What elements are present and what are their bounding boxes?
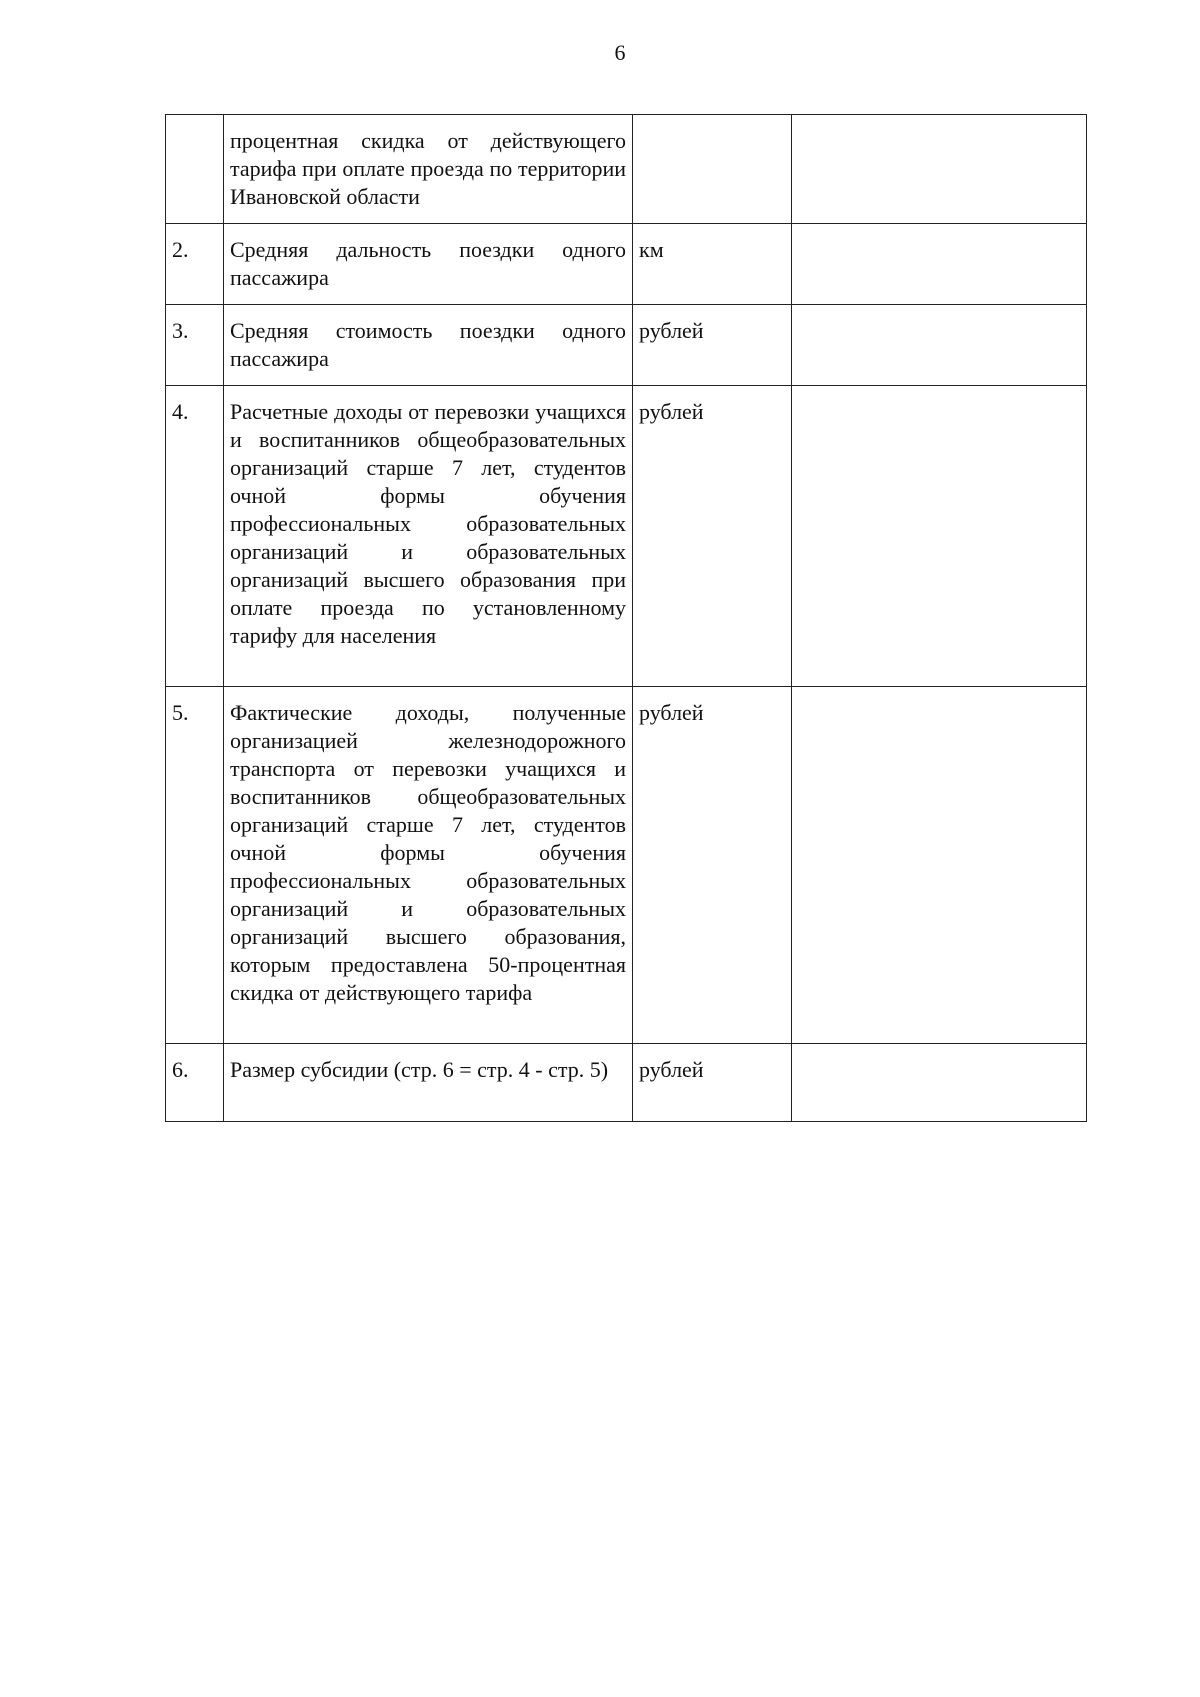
indicator-value bbox=[792, 305, 1087, 386]
indicator-name: Средняя стоимость поездки одного пассажира bbox=[224, 305, 633, 386]
unit-of-measure: рублей bbox=[633, 687, 792, 1044]
unit-of-measure bbox=[633, 115, 792, 224]
unit-of-measure: рублей bbox=[633, 386, 792, 687]
indicator-value bbox=[792, 115, 1087, 224]
row-number: 4. bbox=[166, 386, 224, 687]
indicator-value bbox=[792, 386, 1087, 687]
table-row bbox=[166, 115, 1087, 224]
table-row bbox=[166, 386, 1087, 687]
row-number: 3. bbox=[166, 305, 224, 386]
subsidy-calculation-table bbox=[165, 114, 1087, 1122]
indicator-name: Средняя дальность поездки одного пассажира bbox=[224, 224, 633, 305]
row-number bbox=[166, 115, 224, 224]
indicator-name: процентная скидка от действующего тарифа при оплате проезда по территории Ивановской области bbox=[224, 115, 633, 224]
table-row bbox=[166, 687, 1087, 1044]
indicator-value bbox=[792, 687, 1087, 1044]
indicator-name: Фактические доходы, полученные организацией железнодорожного транспорта от перевозки учащихся и воспитанников общеобразовательных организаций старше 7 лет, студентов очной формы обучения профессиональных образовательных организаций и образовательных организаций высшего образования, которым предоставлена 50-процентная скидка от действующего тарифа bbox=[224, 687, 633, 1044]
table-row bbox=[166, 1044, 1087, 1122]
page-number: 6 bbox=[614, 40, 626, 65]
indicator-value bbox=[792, 1044, 1087, 1122]
table-row bbox=[166, 305, 1087, 386]
indicator-name: Размер субсидии (стр. 6 = стр. 4 - стр. 5) bbox=[224, 1044, 633, 1122]
unit-of-measure: км bbox=[633, 224, 792, 305]
unit-of-measure: рублей bbox=[633, 1044, 792, 1122]
indicator-name: Расчетные доходы от перевозки учащихся и воспитанников общеобразовательных организаций старше 7 лет, студентов очной формы обучения профессиональных образовательных организаций и образовательных организаций высшего образования при оплате проезда по установленному тарифу для населения bbox=[224, 386, 633, 687]
row-number: 5. bbox=[166, 687, 224, 1044]
unit-of-measure: рублей bbox=[633, 305, 792, 386]
table-row bbox=[166, 224, 1087, 305]
indicator-value bbox=[792, 224, 1087, 305]
row-number: 2. bbox=[166, 224, 224, 305]
row-number: 6. bbox=[166, 1044, 224, 1122]
